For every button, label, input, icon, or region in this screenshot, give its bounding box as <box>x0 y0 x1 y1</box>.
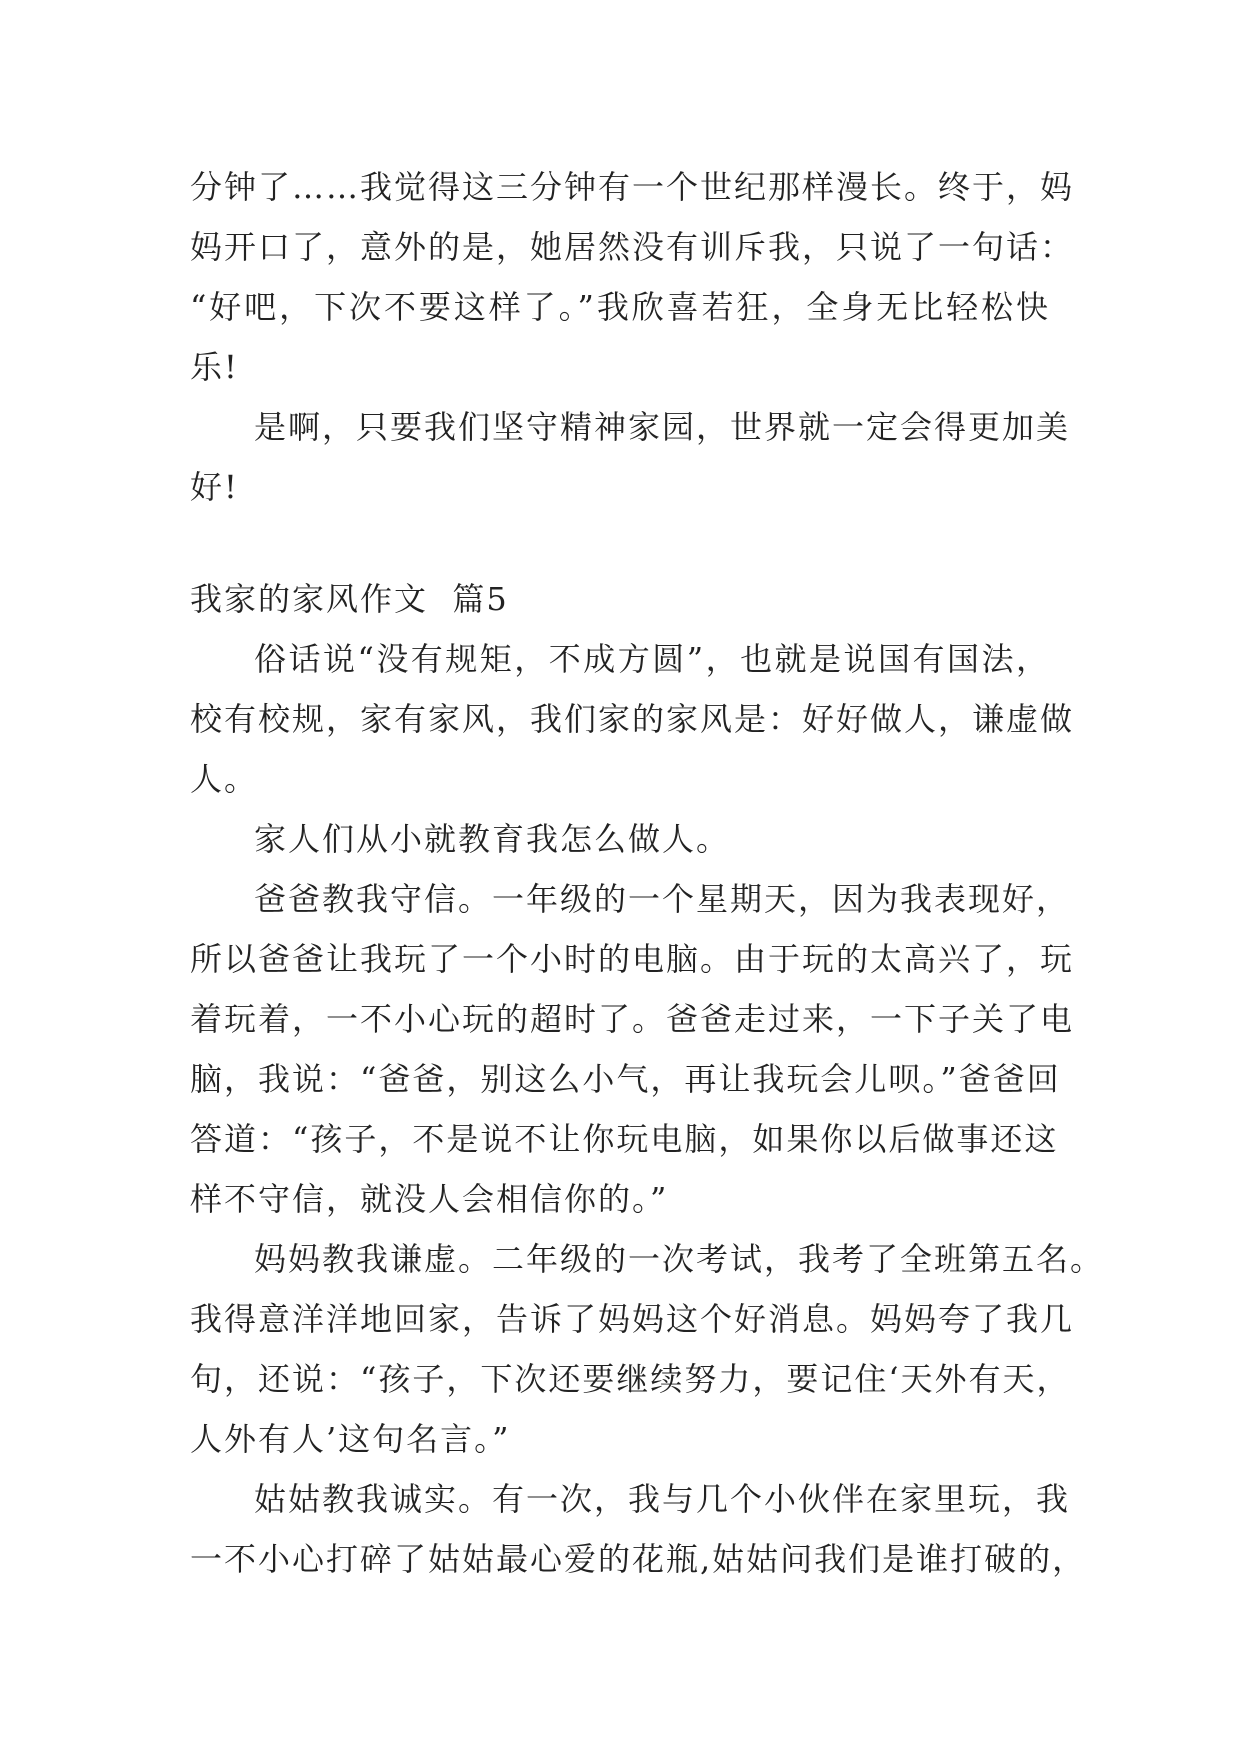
text-line: 姑姑教我诚实。有一次，我与几个小伙伴在家里玩，我 <box>254 1480 1071 1518</box>
text-line: 爸爸教我守信。一年级的一个星期天，因为我表现好， <box>254 880 1071 918</box>
text-line: 校有校规，家有家风，我们家的家风是：好好做人，谦虚做 <box>190 700 1075 738</box>
text-line: 好! <box>190 468 239 506</box>
text-line: 是啊，只要我们坚守精神家园，世界就一定会得更加美 <box>254 408 1071 446</box>
text-line: 俗话说“没有规矩，不成方圆”，也就是说国有国法， <box>254 640 1050 678</box>
text-line: 所以爸爸让我玩了一个小时的电脑。由于玩的太高兴了，玩 <box>190 940 1075 978</box>
text-line: 着玩着，一不小心玩的超时了。爸爸走过来，一下子关了电 <box>190 1000 1075 1038</box>
text-line: 答道：“孩子，不是说不让你玩电脑，如果你以后做事还这 <box>190 1120 1059 1158</box>
text-line: 我得意洋洋地回家，告诉了妈妈这个好消息。妈妈夸了我几 <box>190 1300 1075 1338</box>
text-line: 家人们从小就教育我怎么做人。 <box>254 820 731 858</box>
text-line: 妈开口了，意外的是，她居然没有训斥我，只说了一句话： <box>190 228 1075 266</box>
text-line: 乐! <box>190 348 239 386</box>
text-line: 妈妈教我谦虚。二年级的一次考试，我考了全班第五名。 <box>254 1240 1105 1278</box>
text-line: 句，还说：“孩子，下次还要继续努力，要记住‘天外有天， <box>190 1360 1071 1398</box>
text-line: 人。 <box>190 760 259 798</box>
section-heading: 我家的家风作文 篇5 <box>190 580 509 618</box>
text-line: 分钟了……我觉得这三分钟有一个世纪那样漫长。终于，妈 <box>190 168 1075 206</box>
text-line: 人外有人’这句名言。” <box>190 1420 511 1458</box>
text-line: “好吧，下次不要这样了。”我欣喜若狂，全身无比轻松快 <box>190 288 1050 326</box>
text-line: 脑，我说：“爸爸，别这么小气，再让我玩会儿呗。”爸爸回 <box>190 1060 1061 1098</box>
text-line: 样不守信，就没人会相信你的。” <box>190 1180 669 1218</box>
text-line: 一不小心打碎了姑姑最心爱的花瓶,姑姑问我们是谁打破的， <box>190 1540 1087 1578</box>
